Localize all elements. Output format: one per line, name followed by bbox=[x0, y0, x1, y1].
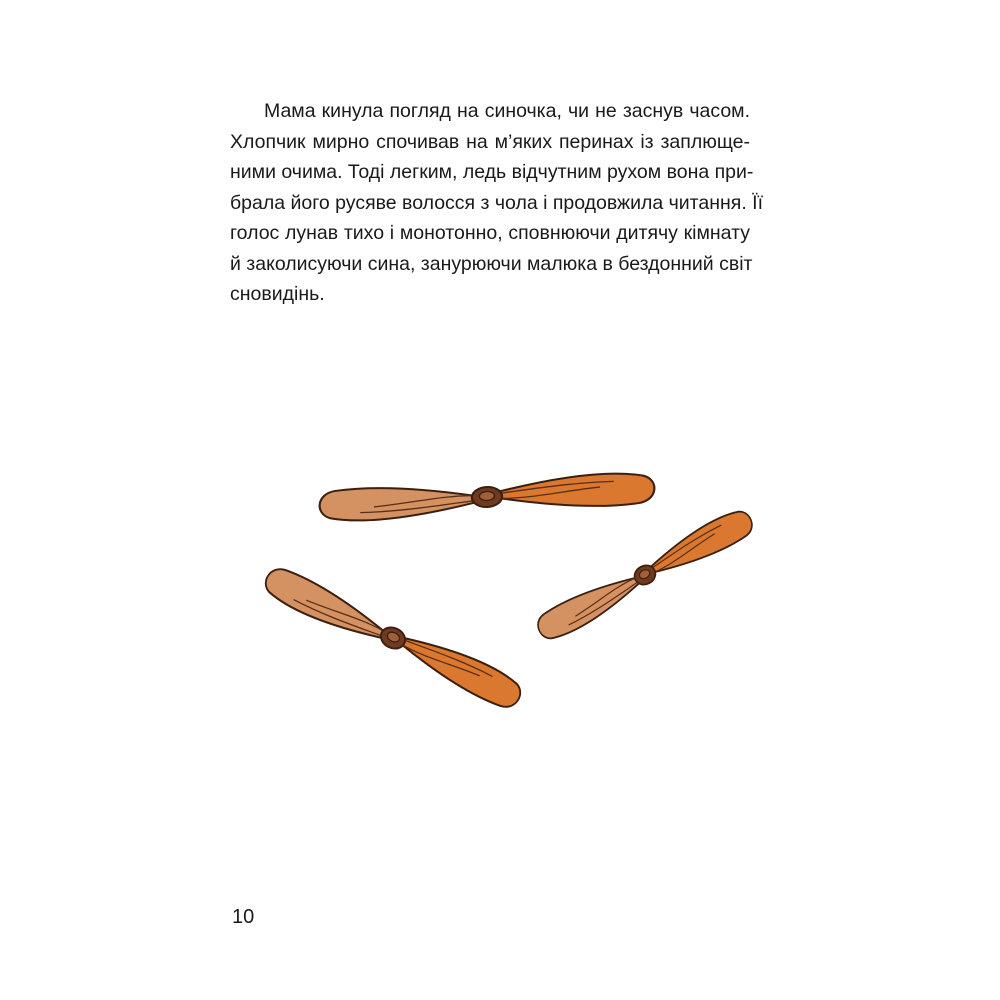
propeller-top bbox=[319, 471, 656, 522]
paragraph-line: й заколисуючи сина, занурюючи малюка в бездонний світ bbox=[230, 252, 753, 275]
paragraph-line: сновидінь. bbox=[230, 283, 325, 305]
paragraph-line: брала його русяве волосся з чола і продовжила читання. Її bbox=[230, 191, 763, 214]
page-number: 10 bbox=[232, 906, 255, 928]
propeller-left bbox=[260, 562, 526, 715]
paragraph-line: Мама кинула погляд на синочка, чи не заснув часом. bbox=[264, 100, 750, 122]
paragraph-line: ними очима. Тоді легким, ледь відчутним рухом вона при- bbox=[230, 161, 754, 183]
paragraph-line: Хлопчик мирно спочивав на м’яких перинах із заплюще- bbox=[230, 130, 750, 153]
propeller-right bbox=[532, 505, 758, 645]
paragraph-line: голос лунав тихо і монотонно, сповнюючи дитячу кімнату bbox=[230, 222, 750, 244]
